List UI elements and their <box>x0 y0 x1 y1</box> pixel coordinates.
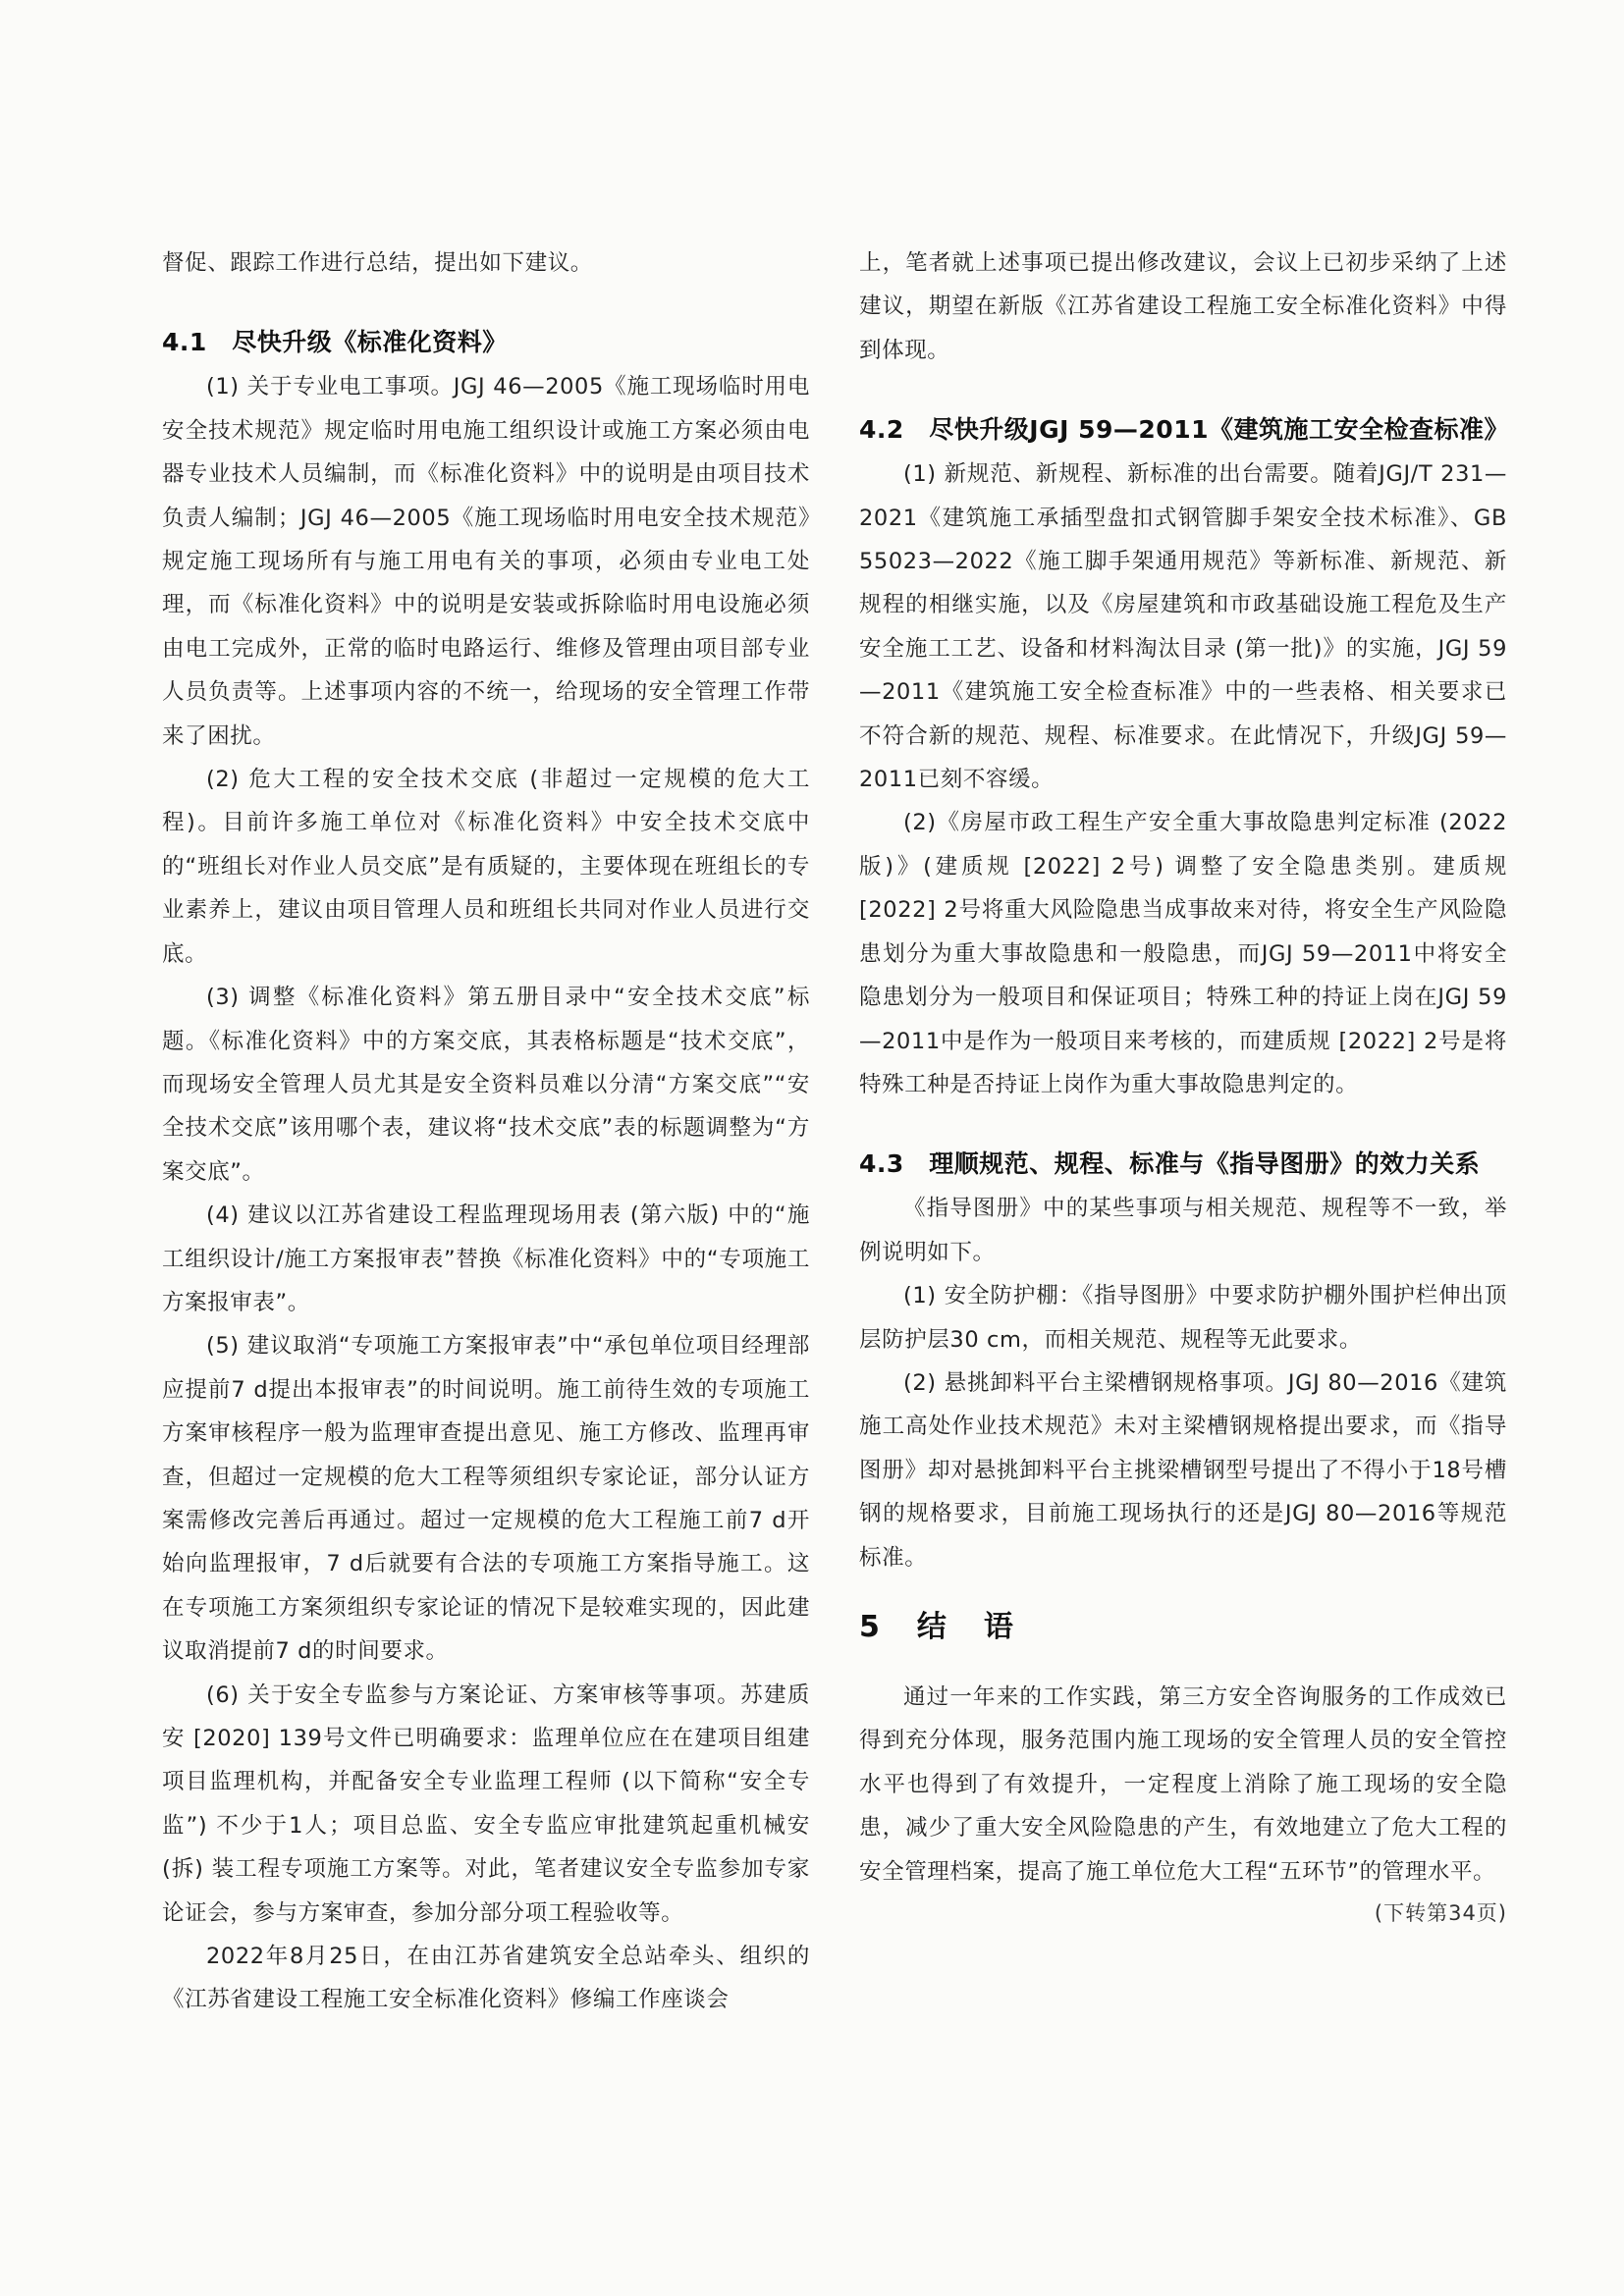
body-paragraph: (2) 悬挑卸料平台主梁槽钢规格事项。JGJ 80—2016《建筑施工高处作业技术规范》未对主梁槽钢规格提出要求，而《指导图册》却对悬挑卸料平台主挑梁槽钢型号提出了不得小于18号槽钢的规格要求，目前施工现场执行的还是JGJ 80—2016等规范标准。 <box>859 1369 1507 1571</box>
body-paragraph: 督促、跟踪工作进行总结，提出如下建议。 <box>162 250 593 276</box>
body-paragraph: (1) 新规范、新规程、新标准的出台需要。随着JGJ/T 231—2021《建筑施工承插型盘扣式钢管脚手架安全技术标准》、GB 55023—2022《施工脚手架通用规范》等新标准、新规范、新规程的相继实施，以及《房屋建筑和市政基础设施工程危及生产安全施工工艺、设备和材料淘汰目录 (第一批)》的实施，JGJ 59—2011《建筑施工安全检查标准》中的一些表格、相关要求已不符合新的规范、规程、标准要求。在此情况下，升级JGJ 59—2011已刻不容缓。 <box>859 461 1507 793</box>
right-column <box>859 241 1507 1933</box>
body-paragraph: (3) 调整《标准化资料》第五册目录中“安全技术交底”标题。《标准化资料》中的方案交底，其表格标题是“技术交底”，而现场安全管理人员尤其是安全资料员难以分清“方案交底”“安全技术交底”该用哪个表，建议将“技术交底”表的标题调整为“方案交底”。 <box>162 985 810 1185</box>
body-paragraph: 《指导图册》中的某些事项与相关规范、规程等不一致，举例说明如下。 <box>859 1196 1507 1265</box>
body-paragraph: (4) 建议以江苏省建设工程监理现场用表 (第六版) 中的“施工组织设计/施工方案报审表”替换《标准化资料》中的“专项施工方案报审表”。 <box>162 1202 810 1315</box>
body-paragraph: (1) 关于专业电工事项。JGJ 46—2005《施工现场临时用电安全技术规范》规定临时用电施工组织设计或施工方案必须由电器专业技术人员编制，而《标准化资料》中的说明是由项目技术负责人编制；JGJ 46—2005《施工现场临时用电安全技术规范》规定施工现场所有与施工用电有关的事项，必须由专业电工处理，而《标准化资料》中的说明是安装或拆除临时用电设施必须由电工完成外，正常的临时电路运行、维修及管理由项目部专业人员负责等。上述事项内容的不统一，给现场的安全管理工作带来了困扰。 <box>162 374 810 749</box>
section-heading-5: 5 结 语 <box>859 1609 1017 1644</box>
body-paragraph: (6) 关于安全专监参与方案论证、方案审核等事项。苏建质安 [2020] 139号文件已明确要求：监理单位应在在建项目组建项目监理机构，并配备安全专业监理工程师 (以下简称“安全专监”) 不少于1人；项目总监、安全专监应审批建筑起重机械安 (拆) 装工程专项施工方案等。对此，笔者建议安全专监参加专家论证会，参与方案审查，参加分部分项工程验收等。 <box>162 1682 810 1926</box>
body-paragraph: (1) 安全防护棚：《指导图册》中要求防护棚外围护栏伸出顶层防护层30 cm，而相关规范、规程等无此要求。 <box>859 1283 1507 1353</box>
body-paragraph: (2) 危大工程的安全技术交底 (非超过一定规模的危大工程)。目前许多施工单位对《标准化资料》中安全技术交底中的“班组长对作业人员交底”是有质疑的，主要体现在班组长的专业素养上，建议由项目管理人员和班组长共同对作业人员进行交底。 <box>162 767 810 967</box>
body-paragraph: (2)《房屋市政工程生产安全重大事故隐患判定标准 (2022版)》(建质规 [2022] 2号) 调整了安全隐患类别。建质规 [2022] 2号将重大风险隐患当成事故来对待，将安全生产风险隐患划分为重大事故隐患和一般隐患，而JGJ 59—2011中将安全隐患划分为一般项目和保证项目；特殊工种的持证上岗在JGJ 59—2011中是作为一般项目来考核的，而建质规 [2022] 2号是将特殊工种是否持证上岗作为重大事故隐患判定的。 <box>859 810 1507 1097</box>
left-column <box>162 241 810 2022</box>
body-paragraph: 2022年8月25日，在由江苏省建筑安全总站牵头、组织的《江苏省建设工程施工安全标准化资料》修编工作座谈会 <box>162 1944 810 2013</box>
section-heading-4-1: 4.1 尽快升级《标准化资料》 <box>162 328 508 357</box>
body-paragraph: (5) 建议取消“专项施工方案报审表”中“承包单位项目经理部应提前7 d提出本报审表”的时间说明。施工前待生效的专项施工方案审核程序一般为监理审查提出意见、施工方修改、监理再审查，但超过一定规模的危大工程等须组织专家论证，部分认证方案需修改完善后再通过。超过一定规模的危大工程施工前7 d开始向监理报审，7 d后就要有合法的专项施工方案指导施工。这在专项施工方案须组织专家论证的情况下是较难实现的，因此建议取消提前7 d的时间要求。 <box>162 1333 810 1665</box>
continued-note: (下转第34页) <box>1374 1901 1507 1925</box>
body-paragraph: 通过一年来的工作实践，第三方安全咨询服务的工作成效已得到充分体现，服务范围内施工现场的安全管理人员的安全管控水平也得到了有效提升，一定程度上消除了施工现场的安全隐患，减少了重大安全风险隐患的产生，有效地建立了危大工程的安全管理档案，提高了施工单位危大工程“五环节”的管理水平。 <box>859 1683 1507 1885</box>
section-heading-4-2: 4.2 尽快升级JGJ 59—2011《建筑施工安全检查标准》 <box>859 415 1509 445</box>
body-paragraph: 上，笔者就上述事项已提出修改建议，会议上已初步采纳了上述建议，期望在新版《江苏省建设工程施工安全标准化资料》中得到体现。 <box>859 250 1507 363</box>
section-heading-4-3: 4.3 理顺规范、规程、标准与《指导图册》的效力关系 <box>859 1149 1481 1179</box>
